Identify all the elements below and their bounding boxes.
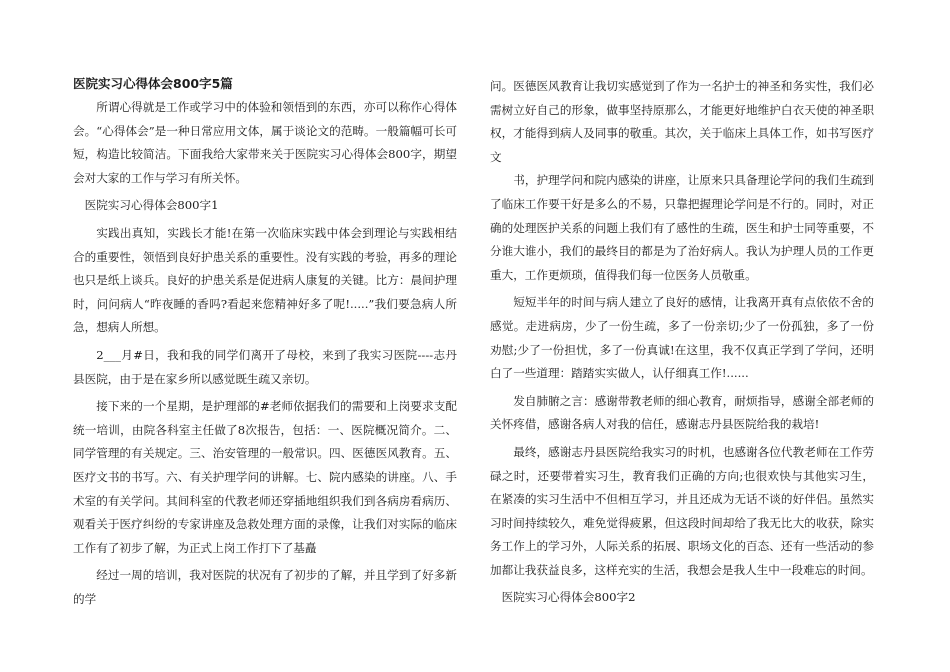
paragraph: 问。医德医风教育让我切实感觉到了作为一名护士的神圣和务实性，我们必需树立好自己的形象，做事坚持原那么，才能更好地维护白衣天使的神圣职权，才能得到病人及同事的敬重。其次，关于临床上具体工作，如书写医疗文 bbox=[490, 79, 874, 164]
paragraph: 短短半年的时间与病人建立了良好的感情，让我离开真有点依依不舍的感觉。走进病房，少了一份生疏，多了一份亲切;少了一份孤独，多了一份劝慰;少了一份担忧，多了一份真诚!在这里，我不仅真正学到了学问，还明白了一些道理：踏踏实实做人，认仔细真工作!...... bbox=[490, 295, 874, 381]
paragraph: 2___月#日，我和我的同学们离开了母校，来到了我实习医院----志丹县医院，由于是在家乡所以感觉既生疏又亲切。 bbox=[73, 347, 457, 386]
paragraph: 接下来的一个星期，是护理部的#老师依据我们的需要和上岗要求支配统一培训，由院各科室主任做了8次报告，包括：一、医院概况简介。二、同学管理的有关规定。三、治安管理的一般常识。四、医德医风教育。五、医疗文书的书写。六、有关护理学问的讲解。七、院内感染的讲座。八、手术室的有关学问。其间科室的代教老师还穿插地组织我们到各病房看病历、观看关于医疗纠纷的专家讲座及急救处理方面的录像，让我们对实际的临床工作有了初步了解，为正式上岗工作打下了基矗 bbox=[73, 399, 457, 555]
paragraph: 实践出真知，实践长才能!在第一次临床实践中体会到理论与实践相结合的重要性，领悟到良好护患关系的重要性。没有实践的考验，再多的理论也只是纸上谈兵。良好的护患关系是促进病人康复的关键。比方：晨间护理时，问问病人“昨夜睡的香吗?看起来您精神好多了呢!.....”我们要急病人所急，想病人所想。 bbox=[73, 225, 457, 335]
document-title: 医院实习心得体会800字5篇 bbox=[73, 76, 233, 91]
section-heading: 医院实习心得体会800字1 bbox=[84, 198, 219, 213]
paragraph: 发自肺腑之言：感谢带教老师的细心教育，耐烦指导，感谢全部老师的关怀疼借，感谢各病人对我的信任，感谢志丹县医院给我的栽培! bbox=[490, 393, 874, 432]
right-column bbox=[490, 75, 874, 610]
left-column bbox=[73, 74, 457, 611]
paragraph: 所谓心得就是工作或学习中的体验和领悟到的东西，亦可以称作心得体会。“心得体会”是一种日常应用文体，属于谈论文的范畴。一般篇幅可长可短，构造比较简洁。下面我给大家带来关于医院实习心得体会800字，期望会对大家的工作与学习有所关怀。 bbox=[73, 100, 457, 185]
paragraph: 最终，感谢志丹县医院给我实习的时机，也感谢各位代教老师在工作劳碌之时，还要带着实习生，教育我们正确的方向;也很欢快与其他实习生，在紧凑的实习生活中不但相互学习，并且还成为无话不谈的好伴侣。虽然实习时间持续较久，难免觉得疲累，但这段时间却给了我无比大的收获，除实务工作上的学习外，人际关系的拓展、职场文化的百态、还有一些活动的参加都让我获益良多，这样充实的生活，我想会是我人生中一段难忘的时间。 bbox=[490, 444, 874, 577]
section-heading: 医院实习心得体会800字2 bbox=[501, 590, 636, 605]
paragraph: 经过一周的培训，我对医院的状况有了初步的了解，并且学到了好多新的学 bbox=[73, 568, 457, 606]
paragraph: 书，护理学问和院内感染的讲座，让原来只具备理论学问的我们生疏到了临床工作要干好是多么的不易，只靠把握理论学问是不行的。同时，对正确的处理医护关系的问题上我们有了感性的生疏，医生和护士同等重要，不分谁大谁小，我们的最终目的都是为了治好病人。我认为护理人员的工作更重大，工作更烦琐，值得我们每一位医务人员敬重。 bbox=[490, 173, 874, 282]
